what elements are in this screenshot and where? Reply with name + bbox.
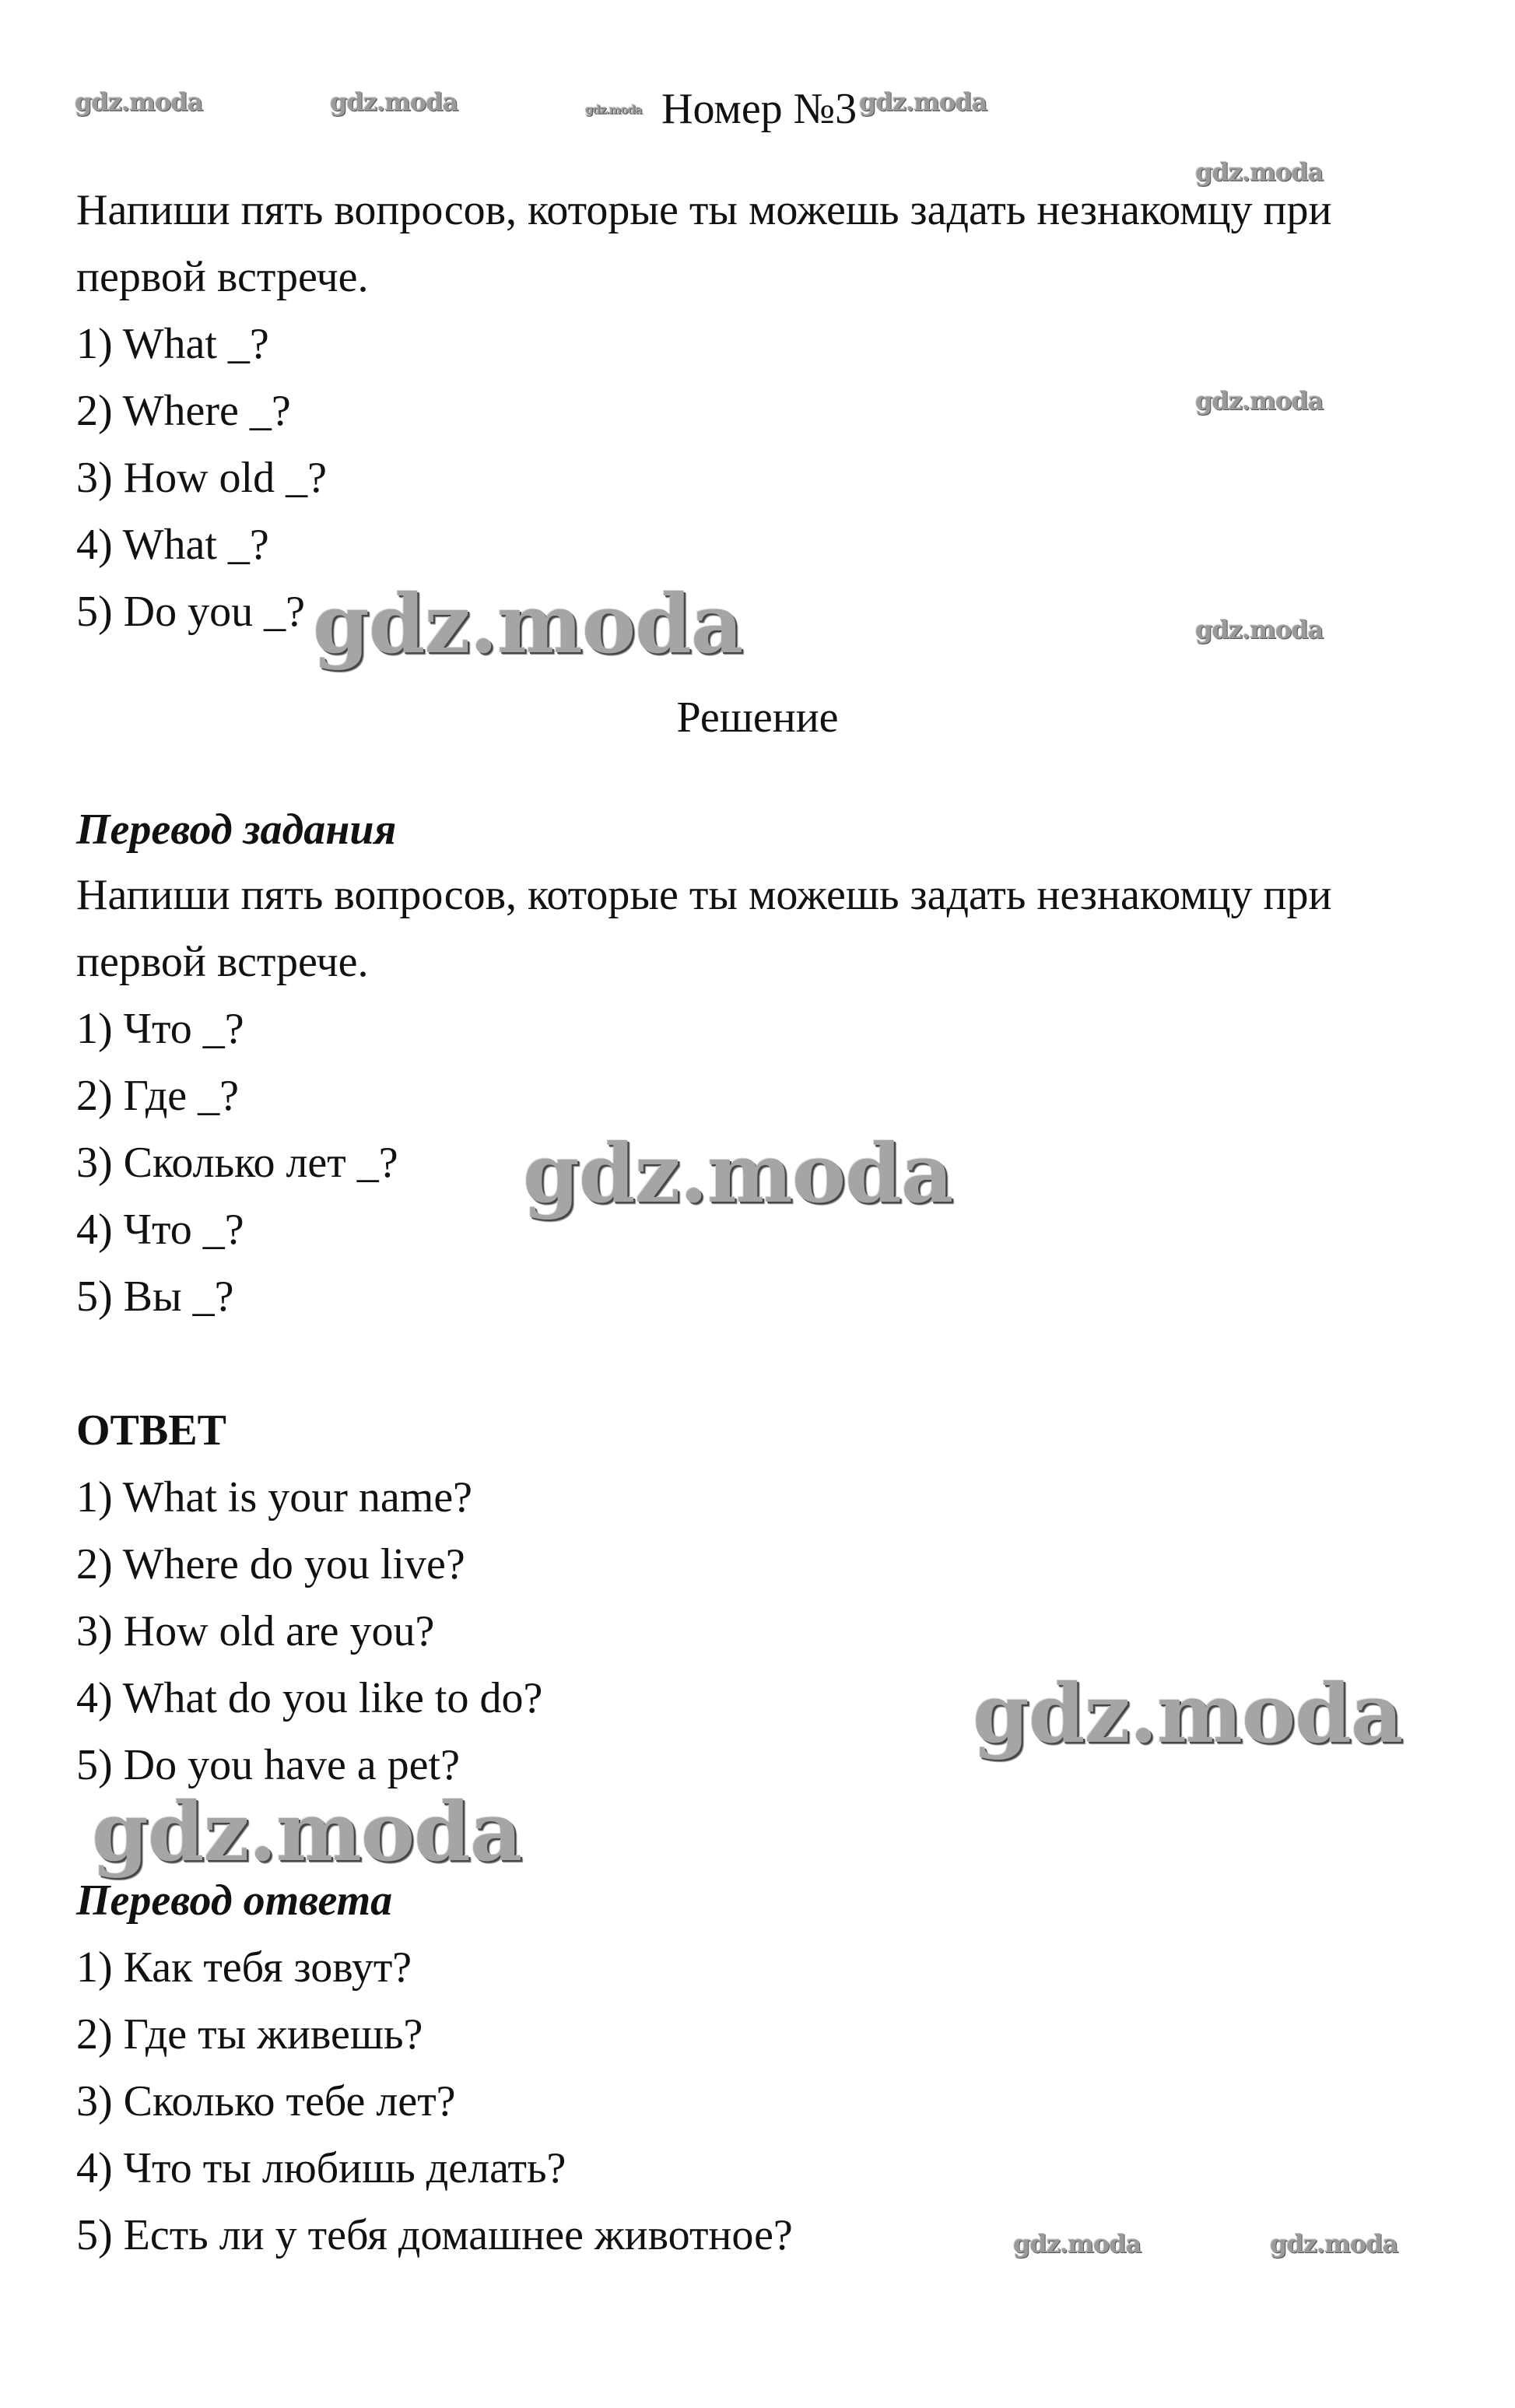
translation-item: 3) Сколько лет _? [76,1139,398,1187]
translation-instruction: первой встрече. [76,938,369,986]
watermark: gdz.moda [92,1784,522,1880]
watermark: gdz.moda [1195,386,1324,416]
answer-item: 5) Do you have a pet? [76,1741,460,1789]
translation-item: 5) Вы _? [76,1272,234,1321]
translation-item: 2) Где _? [76,1072,240,1120]
task-item: 4) What _? [76,521,269,569]
translation-item: 1) Что _? [76,1005,244,1053]
watermark: gdz.moda [313,576,743,672]
task-item: 5) Do you _? [76,588,305,636]
translation-answer-item: 2) Где ты живешь? [76,2010,423,2059]
translation-answer-item: 4) Что ты любишь делать? [76,2144,566,2192]
page-title: Номер №3 [661,85,857,133]
translation-answer-item: 5) Есть ли у тебя домашнее животное? [76,2211,793,2259]
solution-heading: Решение [676,693,839,742]
translation-answer-heading: Перевод ответа [76,1876,393,1925]
watermark: gdz.moda [75,87,203,117]
translation-answer-item: 3) Сколько тебе лет? [76,2077,456,2125]
watermark: gdz.moda [859,87,987,117]
translation-task-heading: Перевод задания [76,806,397,854]
watermark: gdz.moda [1013,2229,1142,2259]
translation-answer-item: 1) Как тебя зовут? [76,1943,412,1992]
answer-item: 2) Where do you live? [76,1540,465,1588]
task-item: 1) What _? [76,320,269,368]
watermark: gdz.moda [330,87,458,117]
watermark: gdz.moda [1195,615,1324,644]
answer-heading: ОТВЕТ [76,1406,226,1455]
translation-instruction: Напиши пять вопросов, которые ты можешь задать незнакомцу при [76,871,1332,919]
task-item: 3) How old _? [76,454,327,502]
answer-item: 3) How old are you? [76,1607,435,1655]
watermark: gdz.moda [1270,2229,1398,2259]
translation-item: 4) Что _? [76,1206,244,1254]
answer-item: 4) What do you like to do? [76,1674,543,1722]
answer-item: 1) What is your name? [76,1473,473,1522]
watermark: gdz.moda [523,1125,953,1221]
task-item: 2) Where _? [76,387,291,435]
watermark: gdz.moda [585,103,642,117]
task-instruction: Напиши пять вопросов, которые ты можешь задать незнакомцу при [76,186,1332,234]
watermark: gdz.moda [973,1666,1403,1761]
task-instruction: первой встрече. [76,253,369,301]
watermark: gdz.moda [1195,157,1324,187]
